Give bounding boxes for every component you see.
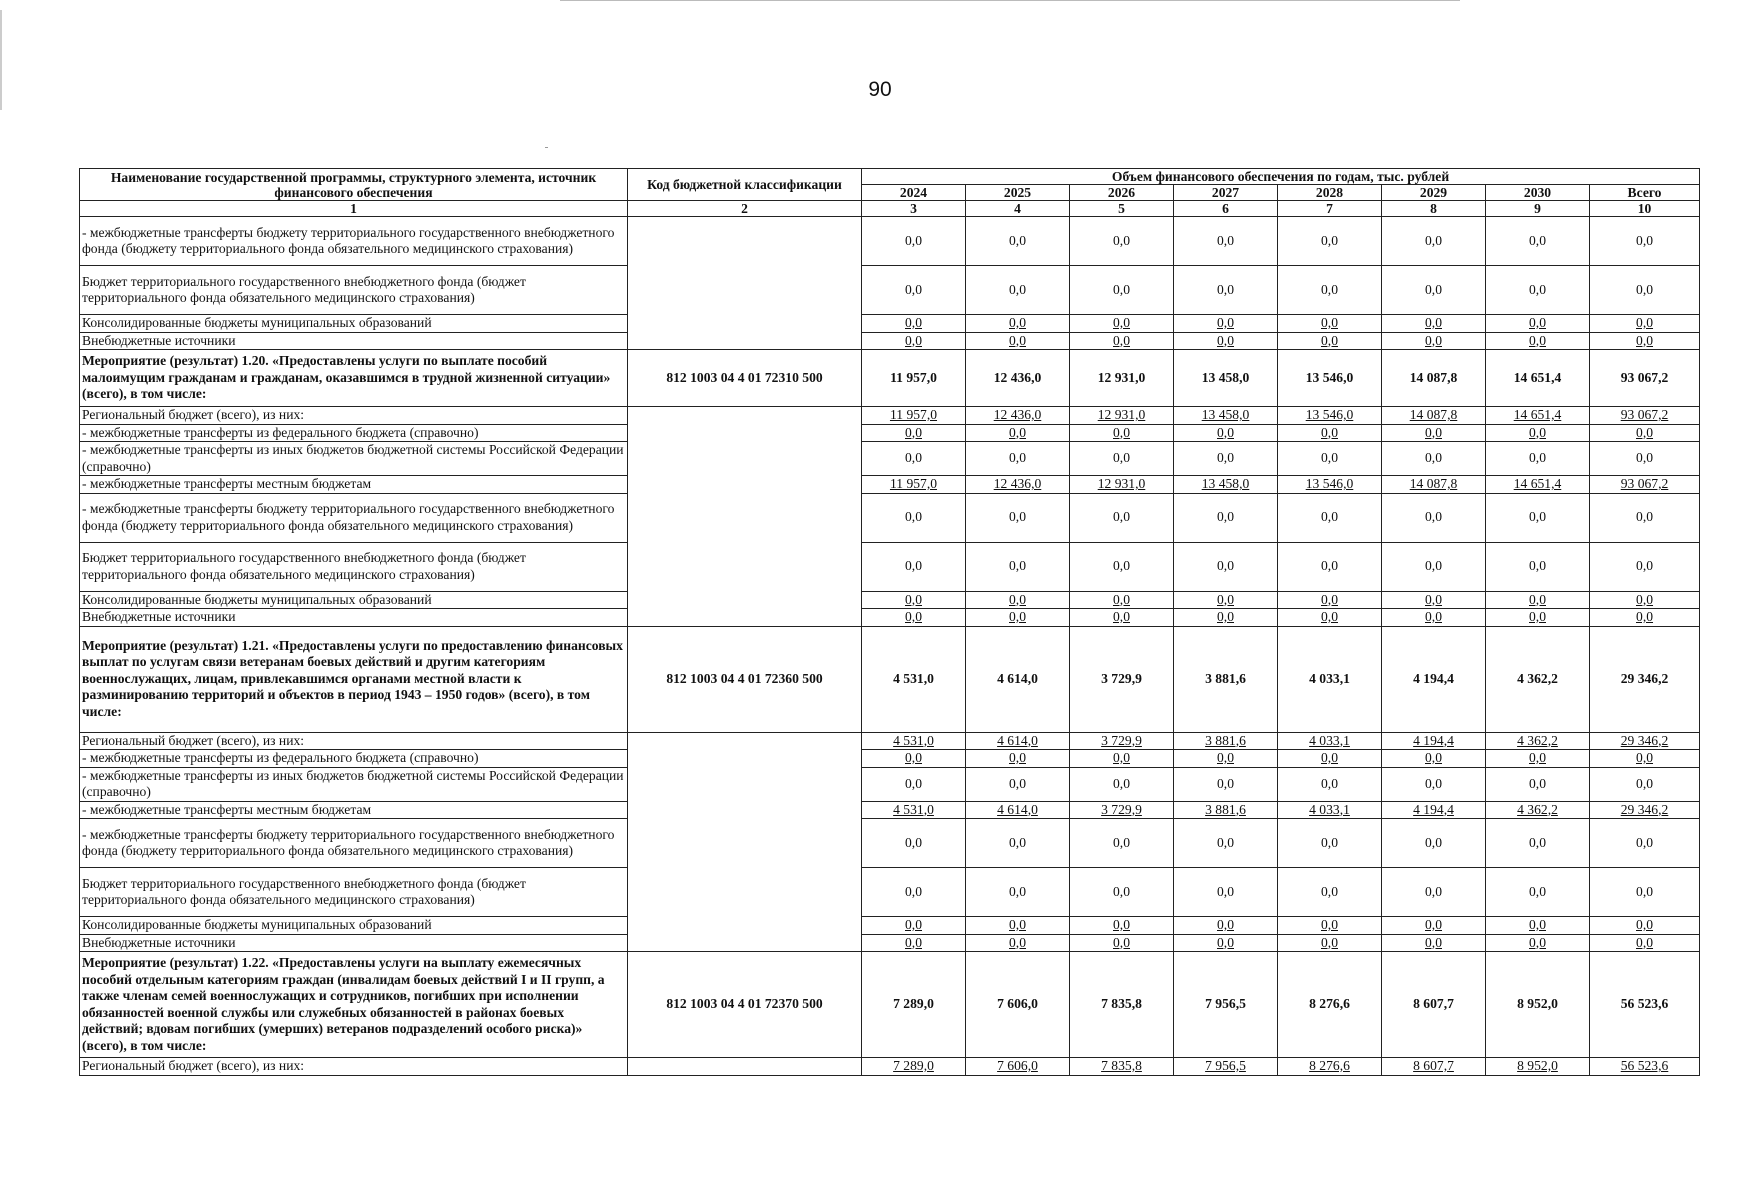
budget-code-empty xyxy=(628,407,862,627)
row-name: Консолидированные бюджеты муниципальных образований xyxy=(80,591,628,609)
table-body xyxy=(80,217,1700,1076)
year-value: 0,0 xyxy=(1070,609,1174,627)
year-value: 4 362,2 xyxy=(1486,801,1590,819)
year-value: 0,0 xyxy=(1278,609,1382,627)
year-value: 0,0 xyxy=(1382,424,1486,442)
year-value: 0,0 xyxy=(1382,750,1486,768)
year-value: 4 362,2 xyxy=(1486,732,1590,750)
year-value: 0,0 xyxy=(1070,493,1174,542)
table-row xyxy=(80,591,1700,609)
year-value: 7 956,5 xyxy=(1174,952,1278,1058)
year-value: 0,0 xyxy=(1174,917,1278,935)
row-name: Региональный бюджет (всего), из них: xyxy=(80,407,628,425)
header-volume: Объем финансового обеспечения по годам, тыс. рублей xyxy=(862,169,1700,185)
year-value: 0,0 xyxy=(1486,542,1590,591)
year-value: 0,0 xyxy=(1382,934,1486,952)
year-value: 0,0 xyxy=(1382,493,1486,542)
table-row xyxy=(80,750,1700,768)
year-value: 4 362,2 xyxy=(1486,626,1590,732)
table-row xyxy=(80,476,1700,494)
year-value: 0,0 xyxy=(1070,424,1174,442)
row-name: Мероприятие (результат) 1.21. «Предоставлены услуги по предоставлению финансовых выплат по услугам связи ветеранам боевых действий и другим категориям военнослужащих, лицам, привлекавшимся органами местной власти к разминированию территорий и объектов в период 1943 – 1950 годов» (всего), в том числе: xyxy=(80,626,628,732)
year-value: 4 531,0 xyxy=(862,626,966,732)
total-value: 0,0 xyxy=(1590,609,1700,627)
year-value: 0,0 xyxy=(1278,424,1382,442)
year-value: 0,0 xyxy=(1174,819,1278,868)
year-value: 0,0 xyxy=(1278,315,1382,333)
year-value: 4 531,0 xyxy=(862,732,966,750)
year-value: 0,0 xyxy=(966,819,1070,868)
row-name: Внебюджетные источники xyxy=(80,332,628,350)
year-value: 13 546,0 xyxy=(1278,407,1382,425)
year-value: 4 033,1 xyxy=(1278,801,1382,819)
year-value: 0,0 xyxy=(862,493,966,542)
total-value: 0,0 xyxy=(1590,493,1700,542)
year-value: 4 194,4 xyxy=(1382,801,1486,819)
row-name: - межбюджетные трансферты бюджету территориального государственного внебюджетного фонда (бюджету территориального фонда обязательного медицинского страхования) xyxy=(80,217,628,266)
total-value: 0,0 xyxy=(1590,542,1700,591)
year-value: 8 952,0 xyxy=(1486,1058,1590,1076)
table-row xyxy=(80,266,1700,315)
year-value: 0,0 xyxy=(1382,591,1486,609)
year-value: 8 607,7 xyxy=(1382,952,1486,1058)
year-value: 0,0 xyxy=(1174,442,1278,476)
year-value: 0,0 xyxy=(966,493,1070,542)
year-value: 0,0 xyxy=(1070,332,1174,350)
year-value: 0,0 xyxy=(966,868,1070,917)
row-name: - межбюджетные трансферты бюджету территориального государственного внебюджетного фонда (бюджету территориального фонда обязательного медицинского страхования) xyxy=(80,493,628,542)
budget-code-empty xyxy=(628,1058,862,1076)
year-value: 0,0 xyxy=(966,315,1070,333)
year-value: 0,0 xyxy=(1070,217,1174,266)
row-name: Бюджет территориального государственного внебюджетного фонда (бюджет территориального фонда обязательного медицинского страхования) xyxy=(80,868,628,917)
year-value: 0,0 xyxy=(1486,819,1590,868)
total-value: 0,0 xyxy=(1590,750,1700,768)
year-value: 0,0 xyxy=(862,542,966,591)
column-number: 4 xyxy=(966,201,1070,217)
row-name: - межбюджетные трансферты из иных бюджетов бюджетной системы Российской Федерации (справочно) xyxy=(80,767,628,801)
year-value: 0,0 xyxy=(1278,332,1382,350)
header-year: 2028 xyxy=(1278,185,1382,201)
column-number: 1 xyxy=(80,201,628,217)
year-value: 0,0 xyxy=(1486,934,1590,952)
year-value: 0,0 xyxy=(862,609,966,627)
year-value: 0,0 xyxy=(1486,609,1590,627)
year-value: 0,0 xyxy=(1070,868,1174,917)
year-value: 0,0 xyxy=(1070,542,1174,591)
year-value: 0,0 xyxy=(966,934,1070,952)
year-value: 0,0 xyxy=(862,868,966,917)
row-name: Бюджет территориального государственного внебюджетного фонда (бюджет территориального фонда обязательного медицинского страхования) xyxy=(80,266,628,315)
year-value: 0,0 xyxy=(1382,217,1486,266)
year-value: 14 087,8 xyxy=(1382,407,1486,425)
table-row xyxy=(80,424,1700,442)
row-name: Консолидированные бюджеты муниципальных образований xyxy=(80,917,628,935)
row-name: Внебюджетные источники xyxy=(80,609,628,627)
year-value: 0,0 xyxy=(1070,917,1174,935)
row-name: Мероприятие (результат) 1.20. «Предоставлены услуги по выплате пособий малоимущим гражданам и гражданам, оказавшимся в трудной жизненной ситуации» (всего), в том числе: xyxy=(80,350,628,407)
year-value: 0,0 xyxy=(966,767,1070,801)
year-value: 0,0 xyxy=(966,424,1070,442)
table-row xyxy=(80,442,1700,476)
year-value: 12 436,0 xyxy=(966,350,1070,407)
total-value: 29 346,2 xyxy=(1590,801,1700,819)
year-value: 0,0 xyxy=(966,750,1070,768)
year-value: 7 606,0 xyxy=(966,1058,1070,1076)
row-name: Региональный бюджет (всего), из них: xyxy=(80,1058,628,1076)
year-value: 0,0 xyxy=(1486,868,1590,917)
row-name: - межбюджетные трансферты из иных бюджетов бюджетной системы Российской Федерации (справочно) xyxy=(80,442,628,476)
activity-row xyxy=(80,350,1700,407)
year-value: 0,0 xyxy=(1278,934,1382,952)
year-value: 0,0 xyxy=(1174,493,1278,542)
year-value: 0,0 xyxy=(1174,868,1278,917)
year-value: 0,0 xyxy=(1070,934,1174,952)
year-value: 7 289,0 xyxy=(862,952,966,1058)
year-value: 0,0 xyxy=(1278,591,1382,609)
year-value: 0,0 xyxy=(966,609,1070,627)
year-value: 0,0 xyxy=(966,266,1070,315)
page-number: 90 xyxy=(868,78,892,101)
year-value: 0,0 xyxy=(1174,266,1278,315)
total-value: 0,0 xyxy=(1590,332,1700,350)
year-value: 0,0 xyxy=(1278,868,1382,917)
total-value: 0,0 xyxy=(1590,868,1700,917)
year-value: 0,0 xyxy=(966,442,1070,476)
year-value: 7 835,8 xyxy=(1070,1058,1174,1076)
year-value: 0,0 xyxy=(1486,750,1590,768)
header-row-1 xyxy=(80,169,1700,185)
table-row xyxy=(80,917,1700,935)
total-value: 93 067,2 xyxy=(1590,476,1700,494)
year-value: 0,0 xyxy=(862,217,966,266)
year-value: 0,0 xyxy=(862,266,966,315)
year-value: 12 436,0 xyxy=(966,476,1070,494)
table-row xyxy=(80,1058,1700,1076)
row-name: - межбюджетные трансферты местным бюджетам xyxy=(80,476,628,494)
row-name: - межбюджетные трансферты бюджету территориального государственного внебюджетного фонда (бюджету территориального фонда обязательного медицинского страхования) xyxy=(80,819,628,868)
year-value: 4 033,1 xyxy=(1278,732,1382,750)
year-value: 0,0 xyxy=(862,917,966,935)
year-value: 0,0 xyxy=(1382,442,1486,476)
year-value: 3 881,6 xyxy=(1174,732,1278,750)
header-code: Код бюджетной классификации xyxy=(628,169,862,201)
year-value: 0,0 xyxy=(1174,767,1278,801)
row-name: Консолидированные бюджеты муниципальных образований xyxy=(80,315,628,333)
year-value: 0,0 xyxy=(1382,767,1486,801)
year-value: 0,0 xyxy=(966,917,1070,935)
year-value: 7 606,0 xyxy=(966,952,1070,1058)
year-value: 4 614,0 xyxy=(966,732,1070,750)
year-value: 0,0 xyxy=(1174,332,1278,350)
row-name: - межбюджетные трансферты местным бюджетам xyxy=(80,801,628,819)
budget-code: 812 1003 04 4 01 72310 500 xyxy=(628,350,862,407)
total-value: 0,0 xyxy=(1590,767,1700,801)
year-value: 0,0 xyxy=(1278,917,1382,935)
budget-code-empty xyxy=(628,217,862,350)
total-value: 0,0 xyxy=(1590,934,1700,952)
year-value: 12 931,0 xyxy=(1070,350,1174,407)
year-value: 8 276,6 xyxy=(1278,1058,1382,1076)
year-value: 0,0 xyxy=(1382,332,1486,350)
year-value: 14 087,8 xyxy=(1382,350,1486,407)
year-value: 0,0 xyxy=(1382,609,1486,627)
year-value: 12 931,0 xyxy=(1070,476,1174,494)
year-value: 4 033,1 xyxy=(1278,626,1382,732)
year-value: 14 651,4 xyxy=(1486,476,1590,494)
table-row xyxy=(80,934,1700,952)
year-value: 0,0 xyxy=(1278,442,1382,476)
header-year: 2026 xyxy=(1070,185,1174,201)
year-value: 0,0 xyxy=(862,442,966,476)
column-number: 5 xyxy=(1070,201,1174,217)
year-value: 12 436,0 xyxy=(966,407,1070,425)
column-number: 9 xyxy=(1486,201,1590,217)
table-row xyxy=(80,767,1700,801)
table-row xyxy=(80,801,1700,819)
year-value: 4 194,4 xyxy=(1382,626,1486,732)
year-value: 0,0 xyxy=(1278,493,1382,542)
year-value: 0,0 xyxy=(1174,609,1278,627)
year-value: 0,0 xyxy=(1486,332,1590,350)
table-row xyxy=(80,868,1700,917)
year-value: 12 931,0 xyxy=(1070,407,1174,425)
year-value: 0,0 xyxy=(1278,819,1382,868)
year-value: 0,0 xyxy=(1070,819,1174,868)
year-value: 0,0 xyxy=(1278,266,1382,315)
table-row xyxy=(80,407,1700,425)
total-value: 56 523,6 xyxy=(1590,952,1700,1058)
row-name: - межбюджетные трансферты из федерального бюджета (справочно) xyxy=(80,424,628,442)
year-value: 4 614,0 xyxy=(966,801,1070,819)
scan-artifact-dot xyxy=(545,147,548,148)
header-year: 2030 xyxy=(1486,185,1590,201)
row-name: Мероприятие (результат) 1.22. «Предоставлены услуги на выплату ежемесячных пособий отдельным категориям граждан (инвалидам боевых действий I и II групп, а также членам семей военнослужащих и сотрудников, погибших при исполнении обязанностей военной службы или служебных обязанностей в районах боевых действий; вдовам погибших (умерших) ветеранов подразделений особого риска)» (всего), в том числе: xyxy=(80,952,628,1058)
year-value: 0,0 xyxy=(862,819,966,868)
year-value: 3 729,9 xyxy=(1070,801,1174,819)
year-value: 11 957,0 xyxy=(862,407,966,425)
year-value: 7 289,0 xyxy=(862,1058,966,1076)
year-value: 0,0 xyxy=(1070,591,1174,609)
year-value: 0,0 xyxy=(1382,266,1486,315)
year-value: 0,0 xyxy=(1486,424,1590,442)
total-value: 29 346,2 xyxy=(1590,626,1700,732)
year-value: 0,0 xyxy=(862,750,966,768)
year-value: 14 651,4 xyxy=(1486,350,1590,407)
total-value: 0,0 xyxy=(1590,917,1700,935)
total-value: 93 067,2 xyxy=(1590,350,1700,407)
year-value: 0,0 xyxy=(1486,266,1590,315)
year-value: 0,0 xyxy=(1174,591,1278,609)
table-row xyxy=(80,819,1700,868)
year-value: 8 607,7 xyxy=(1382,1058,1486,1076)
total-value: 29 346,2 xyxy=(1590,732,1700,750)
year-value: 3 881,6 xyxy=(1174,801,1278,819)
year-value: 8 952,0 xyxy=(1486,952,1590,1058)
activity-row xyxy=(80,952,1700,1058)
year-value: 0,0 xyxy=(1278,217,1382,266)
table-row xyxy=(80,493,1700,542)
year-value: 0,0 xyxy=(1278,767,1382,801)
year-value: 0,0 xyxy=(966,332,1070,350)
year-value: 13 546,0 xyxy=(1278,350,1382,407)
budget-code-empty xyxy=(628,732,862,952)
year-value: 0,0 xyxy=(1486,442,1590,476)
year-value: 0,0 xyxy=(1382,917,1486,935)
column-number: 3 xyxy=(862,201,966,217)
year-value: 4 531,0 xyxy=(862,801,966,819)
year-value: 0,0 xyxy=(862,332,966,350)
header-year: 2027 xyxy=(1174,185,1278,201)
year-value: 0,0 xyxy=(1070,442,1174,476)
year-value: 3 729,9 xyxy=(1070,732,1174,750)
column-number: 7 xyxy=(1278,201,1382,217)
year-value: 14 087,8 xyxy=(1382,476,1486,494)
year-value: 0,0 xyxy=(1070,315,1174,333)
row-name: Региональный бюджет (всего), из них: xyxy=(80,732,628,750)
column-number: 2 xyxy=(628,201,862,217)
year-value: 0,0 xyxy=(1486,767,1590,801)
total-value: 0,0 xyxy=(1590,315,1700,333)
year-value: 0,0 xyxy=(1382,315,1486,333)
row-name: Бюджет территориального государственного внебюджетного фонда (бюджет территориального фонда обязательного медицинского страхования) xyxy=(80,542,628,591)
year-value: 11 957,0 xyxy=(862,476,966,494)
total-value: 0,0 xyxy=(1590,819,1700,868)
year-value: 0,0 xyxy=(1486,217,1590,266)
column-number: 10 xyxy=(1590,201,1700,217)
year-value: 0,0 xyxy=(1174,424,1278,442)
column-number: 8 xyxy=(1382,201,1486,217)
year-value: 0,0 xyxy=(1070,750,1174,768)
year-value: 11 957,0 xyxy=(862,350,966,407)
year-value: 0,0 xyxy=(862,591,966,609)
year-value: 3 881,6 xyxy=(1174,626,1278,732)
header-name: Наименование государственной программы, структурного элемента, источник финансового обеспечения xyxy=(80,169,628,201)
year-value: 7 835,8 xyxy=(1070,952,1174,1058)
table-row xyxy=(80,315,1700,333)
year-value: 0,0 xyxy=(1174,217,1278,266)
header-year: 2024 xyxy=(862,185,966,201)
year-value: 0,0 xyxy=(1382,819,1486,868)
header-year: 2025 xyxy=(966,185,1070,201)
year-value: 13 458,0 xyxy=(1174,407,1278,425)
year-value: 0,0 xyxy=(862,424,966,442)
scan-artifact-line xyxy=(560,0,1460,1)
table-row xyxy=(80,332,1700,350)
year-value: 8 276,6 xyxy=(1278,952,1382,1058)
year-value: 4 194,4 xyxy=(1382,732,1486,750)
total-value: 0,0 xyxy=(1590,424,1700,442)
total-value: 56 523,6 xyxy=(1590,1058,1700,1076)
table-row xyxy=(80,732,1700,750)
year-value: 0,0 xyxy=(1486,493,1590,542)
total-value: 0,0 xyxy=(1590,266,1700,315)
financing-table xyxy=(79,168,1700,1076)
table-row xyxy=(80,542,1700,591)
total-value: 93 067,2 xyxy=(1590,407,1700,425)
header-total: Всего xyxy=(1590,185,1700,201)
year-value: 0,0 xyxy=(1174,315,1278,333)
year-value: 0,0 xyxy=(1174,542,1278,591)
year-value: 0,0 xyxy=(1174,934,1278,952)
year-value: 0,0 xyxy=(862,315,966,333)
year-value: 0,0 xyxy=(1278,542,1382,591)
budget-code: 812 1003 04 4 01 72360 500 xyxy=(628,626,862,732)
column-number: 6 xyxy=(1174,201,1278,217)
year-value: 13 546,0 xyxy=(1278,476,1382,494)
table-row xyxy=(80,217,1700,266)
header-row-numbers xyxy=(80,201,1700,217)
year-value: 3 729,9 xyxy=(1070,626,1174,732)
year-value: 14 651,4 xyxy=(1486,407,1590,425)
year-value: 7 956,5 xyxy=(1174,1058,1278,1076)
table-row xyxy=(80,609,1700,627)
year-value: 13 458,0 xyxy=(1174,476,1278,494)
year-value: 0,0 xyxy=(1070,266,1174,315)
year-value: 0,0 xyxy=(1174,750,1278,768)
header-year: 2029 xyxy=(1382,185,1486,201)
year-value: 0,0 xyxy=(1486,315,1590,333)
total-value: 0,0 xyxy=(1590,591,1700,609)
activity-row xyxy=(80,626,1700,732)
year-value: 0,0 xyxy=(1070,767,1174,801)
year-value: 0,0 xyxy=(1382,542,1486,591)
year-value: 0,0 xyxy=(862,767,966,801)
year-value: 0,0 xyxy=(1382,868,1486,917)
year-value: 4 614,0 xyxy=(966,626,1070,732)
budget-code: 812 1003 04 4 01 72370 500 xyxy=(628,952,862,1058)
year-value: 0,0 xyxy=(1486,591,1590,609)
year-value: 0,0 xyxy=(862,934,966,952)
total-value: 0,0 xyxy=(1590,217,1700,266)
year-value: 0,0 xyxy=(966,217,1070,266)
year-value: 0,0 xyxy=(1278,750,1382,768)
year-value: 0,0 xyxy=(966,591,1070,609)
row-name: Внебюджетные источники xyxy=(80,934,628,952)
year-value: 0,0 xyxy=(966,542,1070,591)
row-name: - межбюджетные трансферты из федерального бюджета (справочно) xyxy=(80,750,628,768)
year-value: 0,0 xyxy=(1486,917,1590,935)
year-value: 13 458,0 xyxy=(1174,350,1278,407)
total-value: 0,0 xyxy=(1590,442,1700,476)
